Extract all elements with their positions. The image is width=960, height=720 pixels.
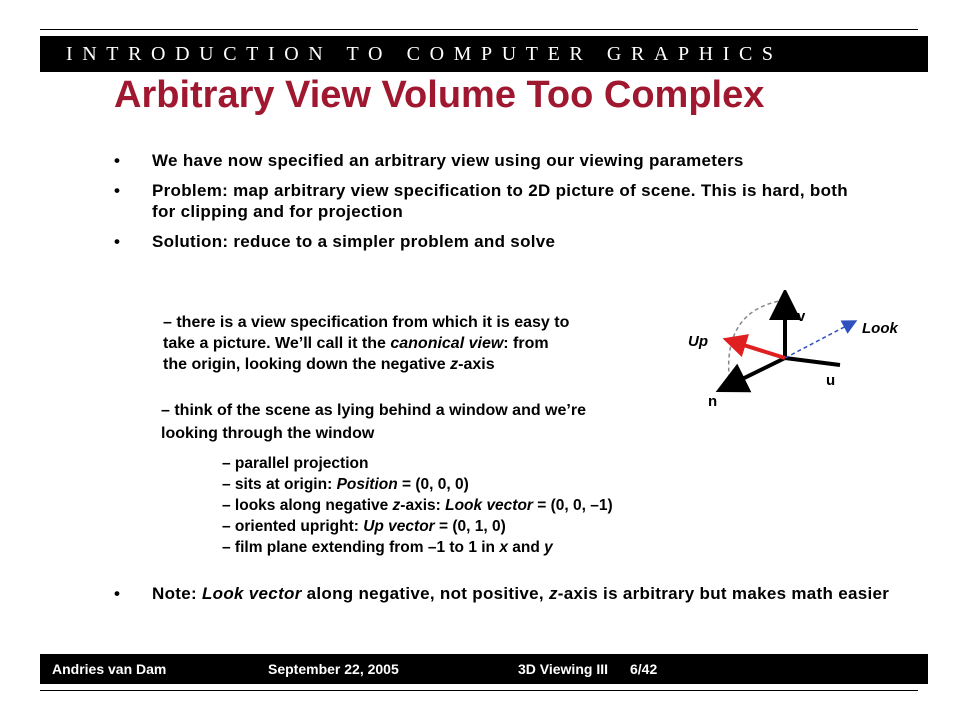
text-run: -axis is arbitrary but makes math easier: [557, 584, 890, 603]
note-text: [152, 584, 889, 603]
footer-lecture: 3D Viewing III: [518, 661, 608, 677]
bullet-marker: •: [114, 584, 121, 603]
property-line: [222, 537, 613, 558]
footer-page: 6/42: [630, 661, 658, 677]
u-axis-label: u: [826, 372, 836, 389]
text-run: – oriented upright:: [222, 518, 364, 535]
window-text: [161, 399, 586, 445]
look-label: [862, 320, 898, 337]
emphasis: z: [450, 356, 459, 373]
bullet-list: [114, 150, 874, 261]
property-line: [222, 474, 613, 495]
bullet-item: [114, 150, 874, 171]
canonical-line: [163, 354, 569, 375]
bullet-text: We have now specified an arbitrary view using our viewing parameters: [152, 151, 744, 170]
window-line: looking through the window: [161, 425, 375, 442]
property-line: [222, 495, 613, 516]
bullet-marker: •: [114, 151, 121, 170]
bullet-text: Solution: reduce to a simpler problem and solve: [152, 232, 556, 251]
text-run: the origin, looking down the negative: [163, 356, 451, 373]
footer-bar: [40, 654, 928, 684]
emphasis: y: [544, 539, 553, 556]
emphasis: canonical view: [390, 335, 504, 352]
bottom-rule: [40, 690, 918, 691]
n-axis-label: n: [708, 393, 718, 410]
window-line: – think of the scene as lying behind a window and we’re: [161, 402, 586, 419]
bullet-item: [114, 231, 874, 252]
emphasis: Position: [336, 476, 398, 493]
n-axis: [730, 358, 785, 385]
bullet-marker: •: [114, 232, 121, 251]
emphasis: Look vector: [201, 584, 302, 603]
slide-title: Arbitrary View Volume Too Complex: [114, 74, 765, 116]
emphasis: x: [499, 539, 508, 556]
text-run: -axis:: [400, 497, 446, 514]
up-label: [688, 333, 708, 350]
property-line: – parallel projection: [222, 455, 369, 472]
canonical-view-text: [163, 312, 569, 375]
text-run: -axis: [458, 356, 495, 373]
top-rule: [40, 29, 918, 30]
up-arrow: [734, 342, 785, 358]
text-run: = (0, 1, 0): [434, 518, 506, 535]
property-line: [222, 516, 613, 537]
bullet-marker: •: [114, 181, 121, 200]
footer-date: September 22, 2005: [268, 661, 399, 677]
canonical-properties: [222, 453, 613, 558]
text-run: : from: [503, 335, 549, 352]
emphasis: Up vector: [363, 518, 435, 535]
bullet-item: [114, 180, 874, 222]
canonical-line: – there is a view specification from which it is easy to: [163, 314, 570, 331]
text-run: Note:: [152, 584, 202, 603]
canonical-line: [163, 333, 569, 354]
emphasis: Up: [688, 333, 708, 350]
text-run: – looks along negative: [222, 497, 393, 514]
note-bullet: [114, 583, 912, 604]
emphasis: z: [548, 584, 558, 603]
text-run: – film plane extending from –1 to 1 in: [222, 539, 500, 556]
text-run: – sits at origin:: [222, 476, 337, 493]
emphasis: Look vector: [445, 497, 533, 514]
u-axis: [785, 358, 840, 365]
bullet-text: Problem: map arbitrary view specification to 2D picture of scene. This is hard, both for clipping and for projection: [152, 181, 848, 221]
text-run: along negative, not positive,: [301, 584, 549, 603]
text-run: take a picture. We’ll call it the: [163, 335, 391, 352]
look-arrow: [785, 323, 852, 358]
emphasis: z: [392, 497, 401, 514]
camera-axes-diagram: [680, 290, 930, 430]
text-run: and: [507, 539, 545, 556]
course-banner: INTRODUCTION TO COMPUTER GRAPHICS: [40, 36, 928, 72]
footer-author: Andries van Dam: [52, 661, 167, 677]
emphasis: Look: [862, 320, 898, 337]
text-run: = (0, 0, 0): [397, 476, 469, 493]
text-run: = (0, 0, –1): [532, 497, 613, 514]
v-axis-label: v: [797, 308, 806, 325]
